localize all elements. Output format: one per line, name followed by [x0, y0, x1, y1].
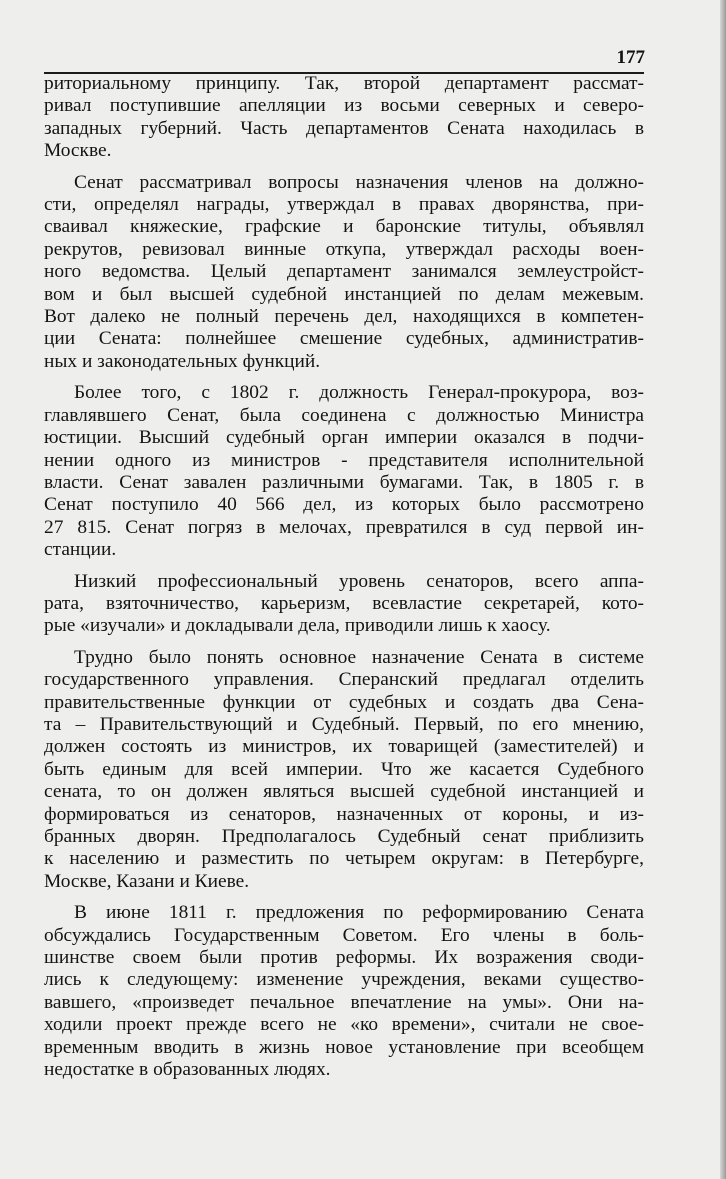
- text-line: та – Правительствующий и Судебный. Первый, по его мнению,: [44, 713, 644, 735]
- paragraph-2: [44, 172, 644, 374]
- text-line: западных губерний. Часть департаментов Сената находилась в: [44, 117, 644, 139]
- text-line: Сенат поступило 40 566 дел, из которых было рассмотрено: [44, 494, 644, 516]
- paragraph-1: [44, 73, 644, 163]
- text-line: Низкий профессиональный уровень сенаторов, всего аппа-: [74, 570, 644, 592]
- text-line: к населению и разместить по четырем округам: в Петербурге,: [44, 848, 644, 870]
- paragraph-3: [44, 382, 644, 561]
- text-line: бранных дворян. Предполагалось Судебный сенат приблизить: [44, 826, 644, 847]
- text-line: ходили проект прежде всего не «ко времени», считали не свое-: [44, 1014, 644, 1036]
- paragraph-5: [44, 647, 644, 893]
- body-text: [44, 73, 644, 1090]
- page-edge: [720, 0, 726, 1179]
- text-line: В июне 1811 г. предложения по реформированию Сената: [74, 902, 644, 924]
- text-line: рые «изучали» и докладывали дела, приводили лишь к хаосу.: [44, 615, 551, 637]
- text-line: Москве, Казани и Киеве.: [44, 870, 250, 892]
- text-line: недостатке в образованных людях.: [44, 1059, 331, 1081]
- text-line: сваивал княжеские, графские и баронские титулы, объявлял: [44, 216, 644, 238]
- text-line: обсуждались Государственным Советом. Его члены в боль-: [44, 924, 644, 946]
- text-line: власти. Сенат завален различными бумагами. Так, в 1805 г. в: [44, 471, 644, 493]
- text-line: рекрутов, ревизовал винные откупа, утверждал расходы воен-: [44, 238, 644, 260]
- text-line: временным вводить в жизнь новое установление при всеобщем: [44, 1036, 644, 1058]
- text-line: Москве.: [44, 140, 112, 162]
- text-line: формироваться из сенаторов, назначенных от короны, и из-: [44, 803, 644, 825]
- text-line: Трудно было понять основное назначение Сената в системе: [74, 646, 644, 668]
- text-line: ции Сената: полнейшее смешение судебных, административ-: [44, 328, 644, 350]
- text-line: сти, определял награды, утверждал в правах дворянства, при-: [44, 194, 644, 216]
- text-line: шинстве своем были против реформы. Их возражения своди-: [44, 947, 644, 969]
- text-line: Более того, с 1802 г. должность Генерал-прокурора, воз-: [74, 382, 644, 404]
- text-line: сената, то он должен являться высшей судебной инстанцией и: [44, 781, 644, 803]
- text-line: риториальному принципу. Так, второй департамент рассмат-: [44, 73, 644, 94]
- text-line: нении одного из министров - представителя исполнительной: [44, 449, 644, 471]
- paragraph-6: [44, 902, 644, 1081]
- text-line: юстиции. Высший судебный орган империи оказался в подчи-: [44, 427, 644, 449]
- paragraph-4: [44, 571, 644, 638]
- text-line: ривал поступившие апелляции из восьми северных и северо-: [44, 95, 644, 117]
- text-line: 27 815. Сенат погряз в мелочах, превратился в суд первой ин-: [44, 516, 644, 538]
- text-line: должен состоять из министров, их товарищей (заместителей) и: [44, 736, 644, 758]
- text-line: ного ведомства. Целый департамент занимался землеустройст-: [44, 261, 644, 283]
- text-line: лись к следующему: изменение учреждения, веками существо-: [44, 969, 644, 991]
- text-line: ных и законодательных функций.: [44, 350, 321, 372]
- text-line: вавшего, «произведет печальное впечатление на умы». Они на-: [44, 991, 644, 1013]
- text-line: вом и был высшей судебной инстанцией по делам межевым.: [44, 283, 644, 305]
- text-line: Вот далеко не полный перечень дел, находящихся в компетен-: [44, 306, 644, 328]
- text-line: станции.: [44, 539, 117, 561]
- text-line: главлявшего Сенат, была соединена с должностью Министра: [44, 404, 644, 426]
- text-line: государственного управления. Сперанский предлагал отделить: [44, 669, 644, 691]
- text-line: правительственные функции от судебных и создать два Сена-: [44, 691, 644, 713]
- text-line: Сенат рассматривал вопросы назначения членов на должно-: [74, 171, 644, 193]
- page-number: 177: [616, 47, 645, 68]
- text-line: быть единым для всей империи. Что же касается Судебного: [44, 758, 644, 780]
- text-line: рата, взяточничество, карьеризм, всевластие секретарей, кото-: [44, 592, 644, 614]
